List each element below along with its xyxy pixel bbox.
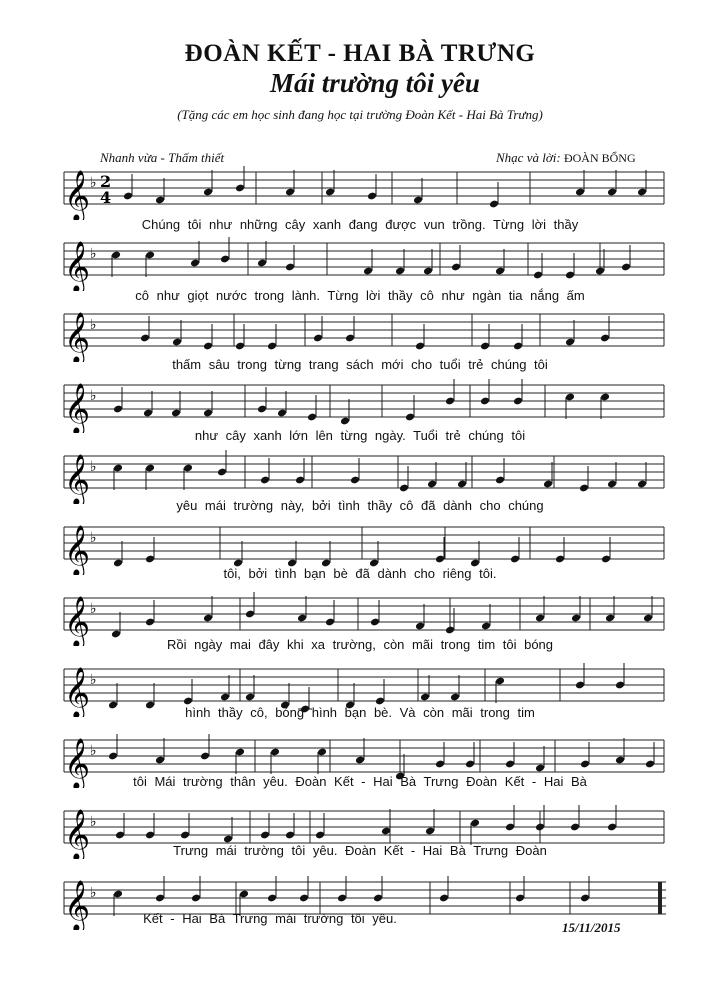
- composer-name: ĐOÀN BỔNG: [563, 151, 636, 165]
- treble-clef-icon: 𝄞: [64, 241, 91, 291]
- time-signature-numerator: 2: [100, 172, 112, 191]
- composer-label: Nhạc và lời:: [496, 150, 561, 165]
- lyric-line: Kết - Hai Bà Trưng mái trường tôi yêu.: [143, 911, 397, 926]
- treble-clef-icon: 𝄞: [64, 454, 91, 504]
- treble-clef-icon: 𝄞: [64, 667, 91, 717]
- lyric-line: Trưng mái trường tôi yêu. Đoàn Kết - Hai Bà Trưng Đoàn: [173, 843, 547, 858]
- treble-clef-icon: 𝄞: [64, 880, 91, 930]
- song-subtitle: Mái trường tôi yêu: [270, 68, 480, 98]
- time-signature-denominator: 4: [100, 188, 112, 207]
- lyric-line: tôi Mái trường thân yêu. Đoàn Kết - Hai Bà Trưng Đoàn Kết - Hai Bà: [133, 774, 587, 789]
- treble-clef-icon: 𝄞: [64, 383, 91, 433]
- key-signature-flat-icon: ♭: [90, 885, 97, 901]
- lyric-line: yêu mái trường này, bởi tình thầy cô đã dành cho chúng: [176, 498, 544, 513]
- key-signature-flat-icon: ♭: [90, 672, 97, 688]
- key-signature-flat-icon: ♭: [90, 601, 97, 617]
- key-signature-flat-icon: ♭: [90, 814, 97, 830]
- lyric-line: Rồi ngày mai đây khi xa trường, còn mãi trong tim tôi bóng: [166, 637, 554, 652]
- lyric-line: thấm sâu trong từng trang sách mới cho tuổi trẻ chúng tôi: [172, 357, 548, 372]
- lyric-line: như cây xanh lớn lên từng ngày. Tuổi trẻ chúng tôi: [194, 428, 526, 443]
- lyric-line: Chúng tôi như những cây xanh đang được vun trồng. Từng lời thầy: [141, 217, 579, 232]
- treble-clef-icon: 𝄞: [64, 525, 91, 575]
- staff-system: [0, 160, 720, 220]
- key-signature-flat-icon: ♭: [90, 246, 97, 262]
- composition-date: 15/11/2015: [562, 920, 621, 935]
- dedication: (Tặng các em học sinh đang học tại trường Đoàn Kết - Hai Bà Trưng): [177, 107, 543, 122]
- staff-system: [0, 302, 720, 362]
- key-signature-flat-icon: ♭: [90, 317, 97, 333]
- treble-clef-icon: 𝄞: [64, 170, 91, 220]
- staff-system: [0, 373, 720, 433]
- treble-clef-icon: 𝄞: [64, 596, 91, 646]
- key-signature-flat-icon: ♭: [90, 459, 97, 475]
- song-title: ĐOÀN KẾT - HAI BÀ TRƯNG: [184, 40, 536, 67]
- lyric-line: cô như giọt nước trong lành. Từng lời thầy cô như ngàn tia nắng ấm: [135, 288, 585, 303]
- key-signature-flat-icon: ♭: [90, 175, 97, 191]
- key-signature-flat-icon: ♭: [90, 743, 97, 759]
- lyric-line: tôi, bởi tình bạn bè đã dành cho riêng tôi.: [223, 566, 497, 581]
- lyric-line: hình thầy cô, bóng hình bạn bè. Và còn mãi trong tim: [185, 705, 535, 720]
- treble-clef-icon: 𝄞: [64, 809, 91, 859]
- tempo-marking: Nhanh vừa - Thấm thiết: [100, 150, 225, 165]
- staff-system: [0, 444, 720, 504]
- staff-system: [0, 231, 720, 291]
- treble-clef-icon: 𝄞: [64, 738, 91, 788]
- treble-clef-icon: 𝄞: [64, 312, 91, 362]
- key-signature-flat-icon: ♭: [90, 530, 97, 546]
- key-signature-flat-icon: ♭: [90, 388, 97, 404]
